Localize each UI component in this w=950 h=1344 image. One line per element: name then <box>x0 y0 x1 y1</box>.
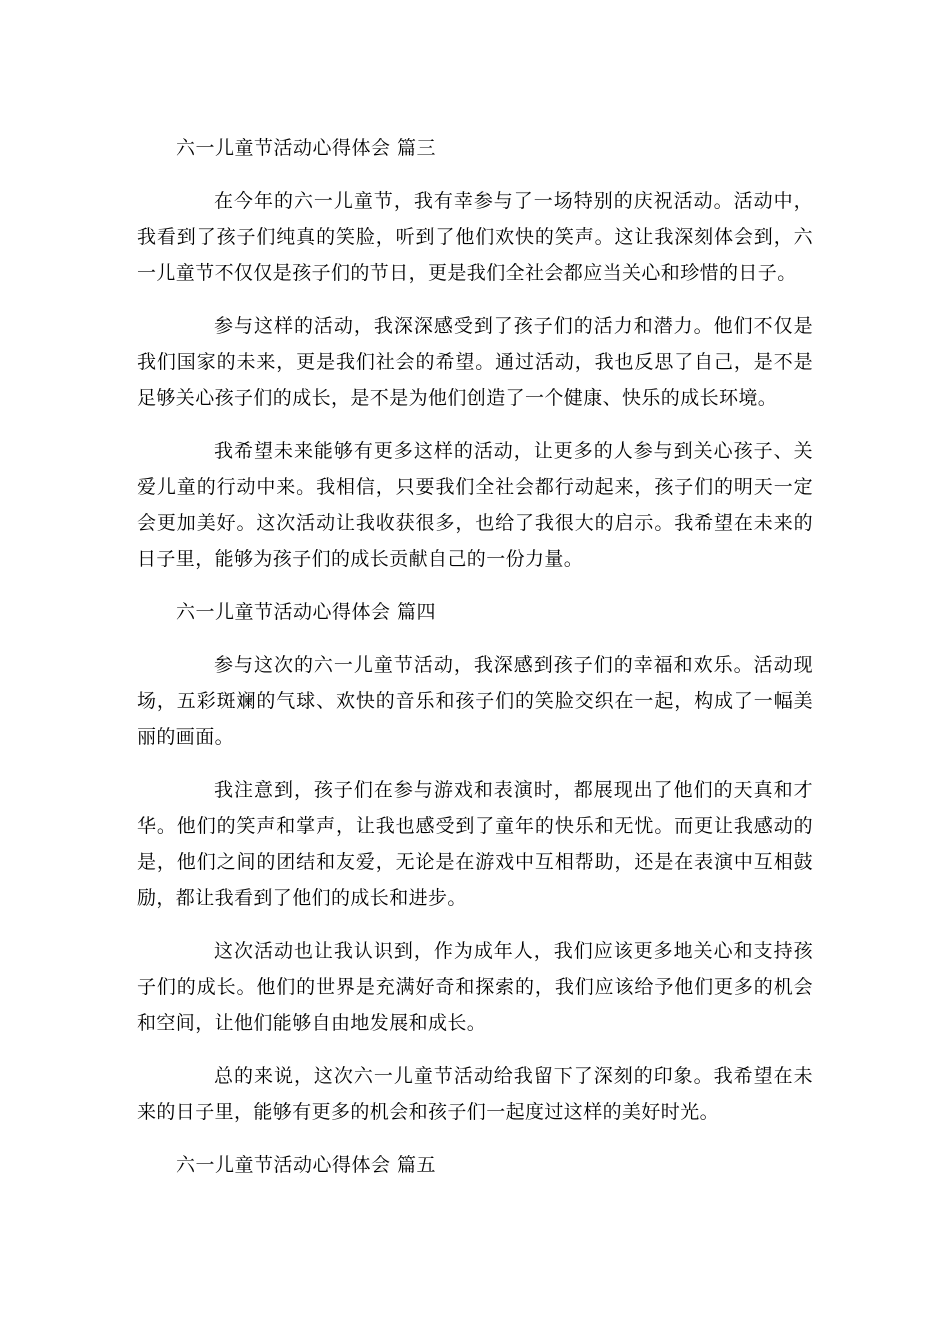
paragraph: 参与这次的六一儿童节活动，我深感到孩子们的幸福和欢乐。活动现场，五彩斑斓的气球、欢快的音乐和孩子们的笑脸交织在一起，构成了一幅美丽的画面。 <box>137 654 813 748</box>
paragraph: 我希望未来能够有更多这样的活动，让更多的人参与到关心孩子、关爱儿童的行动中来。我相信，只要我们全社会都行动起来，孩子们的明天一定会更加美好。这次活动让我收获很多，也给了我很大的启示。我希望在未来的日子里，能够为孩子们的成长贡献自己的一份力量。 <box>137 440 813 570</box>
section-heading-4: 六一儿童节活动心得体会 篇四 <box>176 601 437 623</box>
paragraph: 这次活动也让我认识到，作为成年人，我们应该更多地关心和支持孩子们的成长。他们的世界是充满好奇和探索的，我们应该给予他们更多的机会和空间，让他们能够自由地发展和成长。 <box>137 940 813 1034</box>
document-page <box>137 130 813 1183</box>
paragraph: 在今年的六一儿童节，我有幸参与了一场特别的庆祝活动。活动中，我看到了孩子们纯真的笑脸，听到了他们欢快的笑声。这让我深刻体会到，六一儿童节不仅仅是孩子们的节日，更是我们全社会都应当关心和珍惜的日子。 <box>137 190 813 284</box>
section-heading-5: 六一儿童节活动心得体会 篇五 <box>176 1154 437 1176</box>
paragraph: 我注意到，孩子们在参与游戏和表演时，都展现出了他们的天真和才华。他们的笑声和掌声，让我也感受到了童年的快乐和无忧。而更让我感动的是，他们之间的团结和友爱，无论是在游戏中互相帮助，还是在表演中互相鼓励，都让我看到了他们的成长和进步。 <box>137 779 813 909</box>
section-heading-3: 六一儿童节活动心得体会 篇三 <box>176 137 437 159</box>
paragraph: 总的来说，这次六一儿童节活动给我留下了深刻的印象。我希望在未来的日子里，能够有更多的机会和孩子们一起度过这样的美好时光。 <box>137 1065 813 1123</box>
paragraph: 参与这样的活动，我深深感受到了孩子们的活力和潜力。他们不仅是我们国家的未来，更是我们社会的希望。通过活动，我也反思了自己，是不是足够关心孩子们的成长，是不是为他们创造了一个健康、快乐的成长环境。 <box>137 315 813 409</box>
